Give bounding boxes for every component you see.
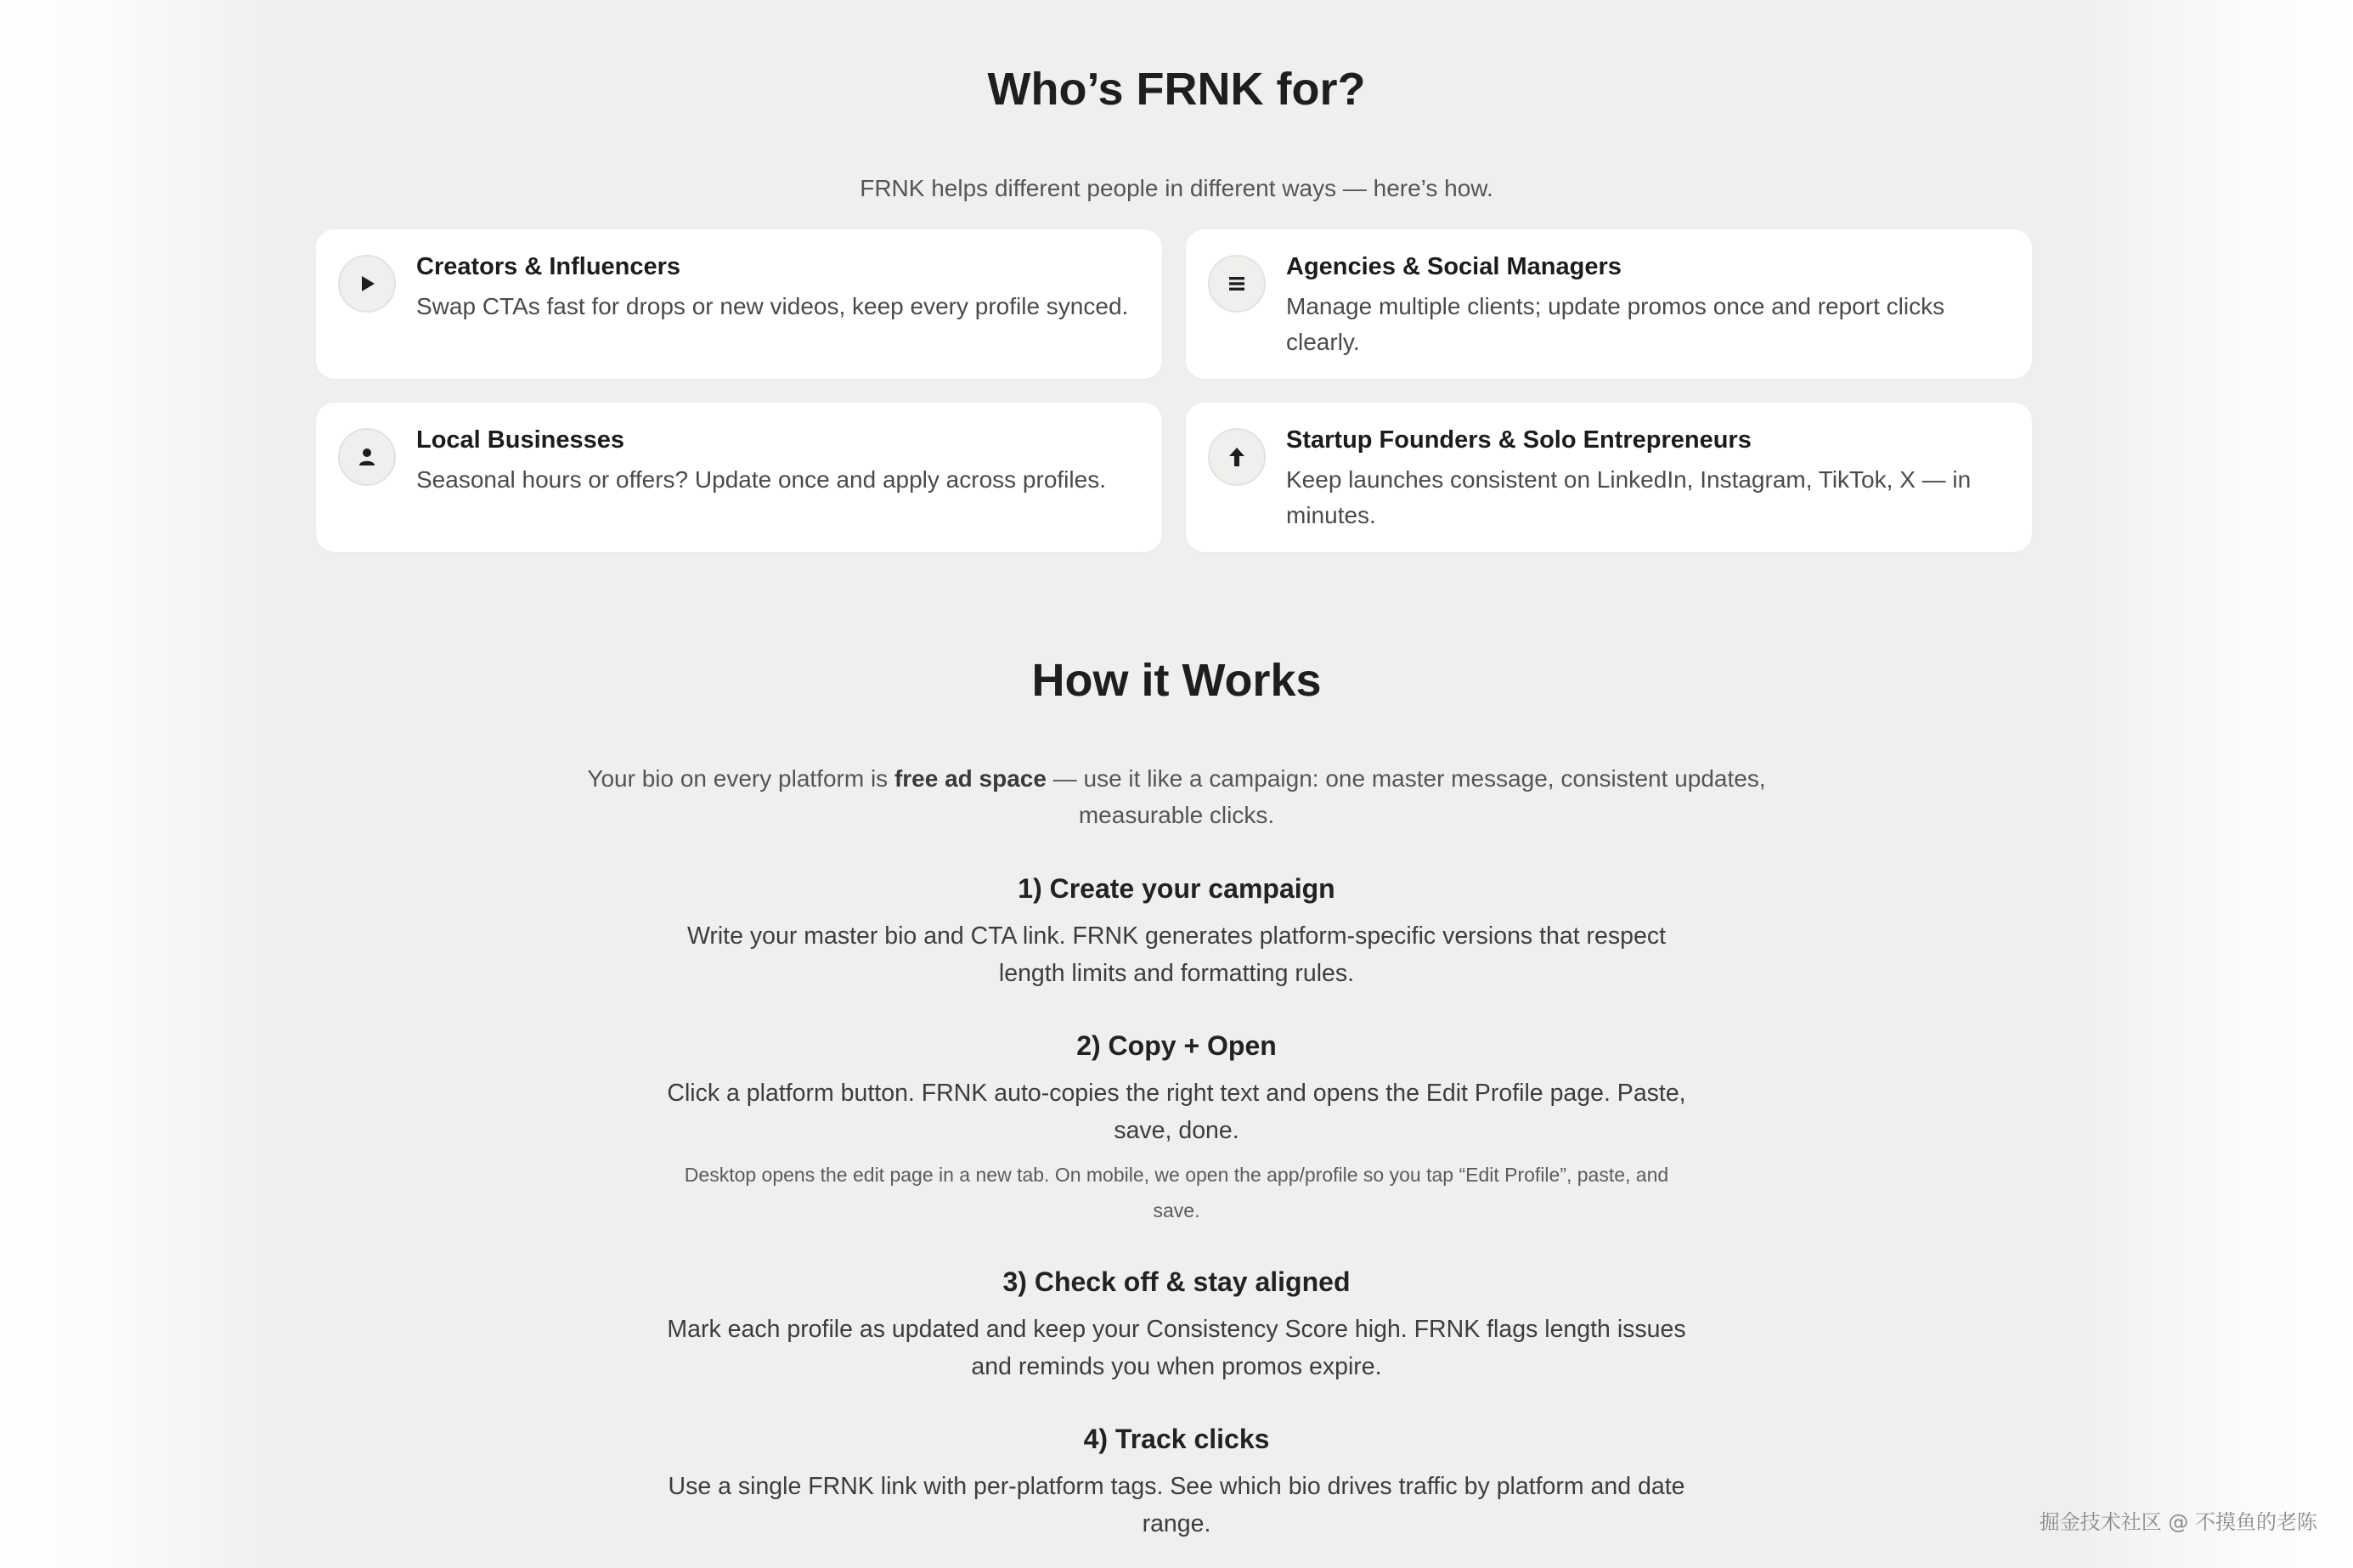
step-1-description: Write your master bio and CTA link. FRNK generates platform-specific versions that respect length limits and formatting rules. <box>686 922 1667 987</box>
audience-card-title: Startup Founders & Solo Entrepreneurs <box>1286 426 1752 454</box>
person-icon <box>338 428 396 486</box>
how-intro <box>582 760 1771 833</box>
step-2-description: Click a platform button. FRNK auto-copies the right text and opens the Edit Profile page. Paste, save, done. <box>667 1080 1686 1144</box>
right-page-shadow <box>2081 0 2353 1568</box>
how-intro-emphasis: free ad space <box>894 765 1047 792</box>
audience-card-description: Seasonal hours or offers? Update once and apply across profiles. <box>416 466 1106 493</box>
audience-card-local-businesses <box>316 403 1162 552</box>
play-icon <box>338 255 396 313</box>
step-4-title: 4) Track clicks <box>1083 1424 1270 1454</box>
audience-card-creators <box>316 229 1162 379</box>
how-intro-text-end: — use it like a campaign: one master message, consistent updates, measurable clicks. <box>1046 765 1766 828</box>
audience-card-agencies <box>1186 229 2032 379</box>
step-4-description: Use a single FRNK link with per-platform tags. See which bio drives traffic by platform and date range. <box>668 1473 1685 1537</box>
audience-card-title: Creators & Influencers <box>416 253 681 280</box>
content-page <box>272 0 2081 1568</box>
audience-card-description: Swap CTAs fast for drops or new videos, keep every profile synced. <box>416 293 1129 319</box>
how-section-title: How it Works <box>1031 655 1322 706</box>
audience-card-description: Keep launches consistent on LinkedIn, Instagram, TikTok, X — in minutes. <box>1286 466 1972 528</box>
audience-card-title: Agencies & Social Managers <box>1286 253 1622 280</box>
watermark: 掘金技术社区 @ 不摸鱼的老陈 <box>2039 1510 2317 1534</box>
who-section-title: Who’s FRNK for? <box>987 64 1366 115</box>
who-section-subtitle: FRNK helps different people in different ways — here’s how. <box>860 175 1493 201</box>
arrow-up-icon <box>1208 428 1266 486</box>
step-1-title: 1) Create your campaign <box>1018 873 1335 904</box>
left-page-shadow <box>0 0 272 1568</box>
audience-card-founders <box>1186 403 2032 552</box>
step-2-note: Desktop opens the edit page in a new tab. On mobile, we open the app/profile so you tap “Edit Profile”, paste, and save. <box>684 1164 1669 1221</box>
how-intro-text-start: Your bio on every platform is <box>587 765 894 792</box>
audience-card-title: Local Businesses <box>416 426 624 454</box>
audience-card-description: Manage multiple clients; update promos once and report clicks clearly. <box>1286 293 1945 355</box>
menu-icon <box>1208 255 1266 313</box>
step-2-title: 2) Copy + Open <box>1076 1030 1277 1061</box>
step-3-title: 3) Check off & stay aligned <box>1002 1266 1351 1297</box>
step-3-description: Mark each profile as updated and keep your Consistency Score high. FRNK flags length issues and reminds you when promos expire. <box>667 1316 1686 1380</box>
